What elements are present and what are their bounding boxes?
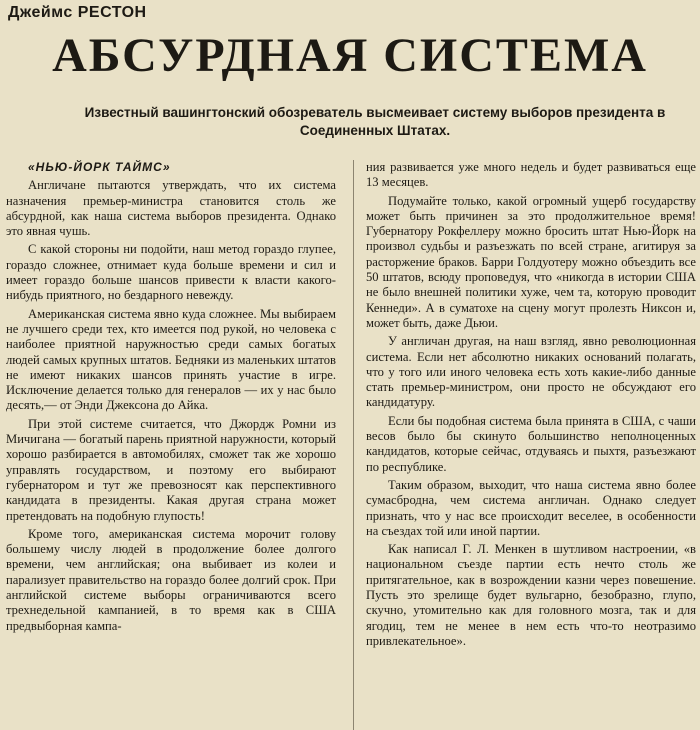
paragraph: Если бы подобная система была принята в США, с чаши весов было бы скинуто большинство неполноценных кандидатов, которые сейчас, отдуваясь и пыхтя, разъезжают по республике. [366,413,696,474]
paragraph: Англичане пытаются утверждать, что их система назначения премьер-министра становится столь же абсурдной, как наша система выборов президента. Однако это явная чушь. [6,178,336,239]
paragraph: Американская система явно куда сложнее. Мы выбираем не лучшего среди тех, кто имеется под рукой, но человека с наиболее приятной наружностью среди самых богатых людей самых крупных штатов. Бедняки из маленьких штатов не имеют никаких шансов принять участие в игре. Исключение делается только для генералов — их у нас было десять,— от Энди Джексона до Айка. [6,306,336,413]
author-byline: Джеймс РЕСТОН [8,4,147,21]
paragraph: При этой системе считается, что Джордж Ромни из Мичигана — богатый парень приятной наружности, который хорошо разбирается в автомобилях, сможет так же хорошо управлять государством, и поэтому его выбирают губернатором и тут же превозносят как перспективного кандидата в президенты. Какая другая страна может претендовать на подобную глупость! [6,416,336,523]
paragraph: Подумайте только, какой огромный ущерб государству может быть причинен за это продолжительное время! Губернатору Рокфеллеру можно бросить штат Нью-Йорк на произвол судьбы и разъезжать по всей стране, агитируя за расторжение браков. Барри Голдуотеру можно объездить все 50 штатов, всюду проповедуя, что «никогда в истории США не было внешней политики хуже, чем та, которую проводит Кеннеди». А в суматохе на сцену могут пролезть Никсон и, может быть, даже Дьюи. [366,193,696,330]
paragraph: Как написал Г. Л. Менкен в шутливом настроении, «в национальном съезде партии есть нечто столь же притягательное, как в возрождении казни через повешение. Пусть это зрелище будет вульгарно, безобразно, глупо, скучно, утомительно как для головного мозга, так и для ягодиц, тем не менее в нем есть что-то неотразимо привлекательное». [366,542,696,648]
paragraph: Таким образом, выходит, что наша система явно более сумасбродна, чем система англичан. Однако следует признать, что у нас все происходит веселее, в особенности на съездах той или иной партии. [366,477,696,538]
paragraph-continuation: ния развивается уже много недель и будет развиваться еще 13 месяцев. [366,160,696,190]
paragraph: У англичан другая, на наш взгляд, явно революционная система. Если нет абсолютно никаких оснований полагать, что у того или иного человека есть хоть какие-либо данные стать премьер-министром, они просто не обсуждают его кандидатуру. [366,334,696,410]
lead-paragraph: Известный вашингтонский обозреватель высмеивает систему выборов президента в Соединенных Штатах. [84,105,666,138]
source-name: «НЬЮ-ЙОРК ТАЙМС» [28,160,171,174]
paragraph: С какой стороны ни подойти, наш метод гораздо глупее, гораздо сложнее, отнимает куда больше времени и сил и имеет гораздо больше шансов привести к власти какого-нибудь приятного, но бездарного невежду. [6,242,336,303]
left-column [6,160,336,637]
column-divider [353,160,354,730]
paragraph: Кроме того, американская система морочит голову большему числу людей в продолжение более долгого времени, чем английская; она выбивает из колеи и парализует правительство на гораздо более долгий срок. При английской системе выборы ограничиваются всего трехнедельной кампанией, в то время как в США предвыборная кампа- [6,526,336,633]
headline: АБСУРДНАЯ СИСТЕМА [52,29,648,82]
right-column [366,160,696,652]
